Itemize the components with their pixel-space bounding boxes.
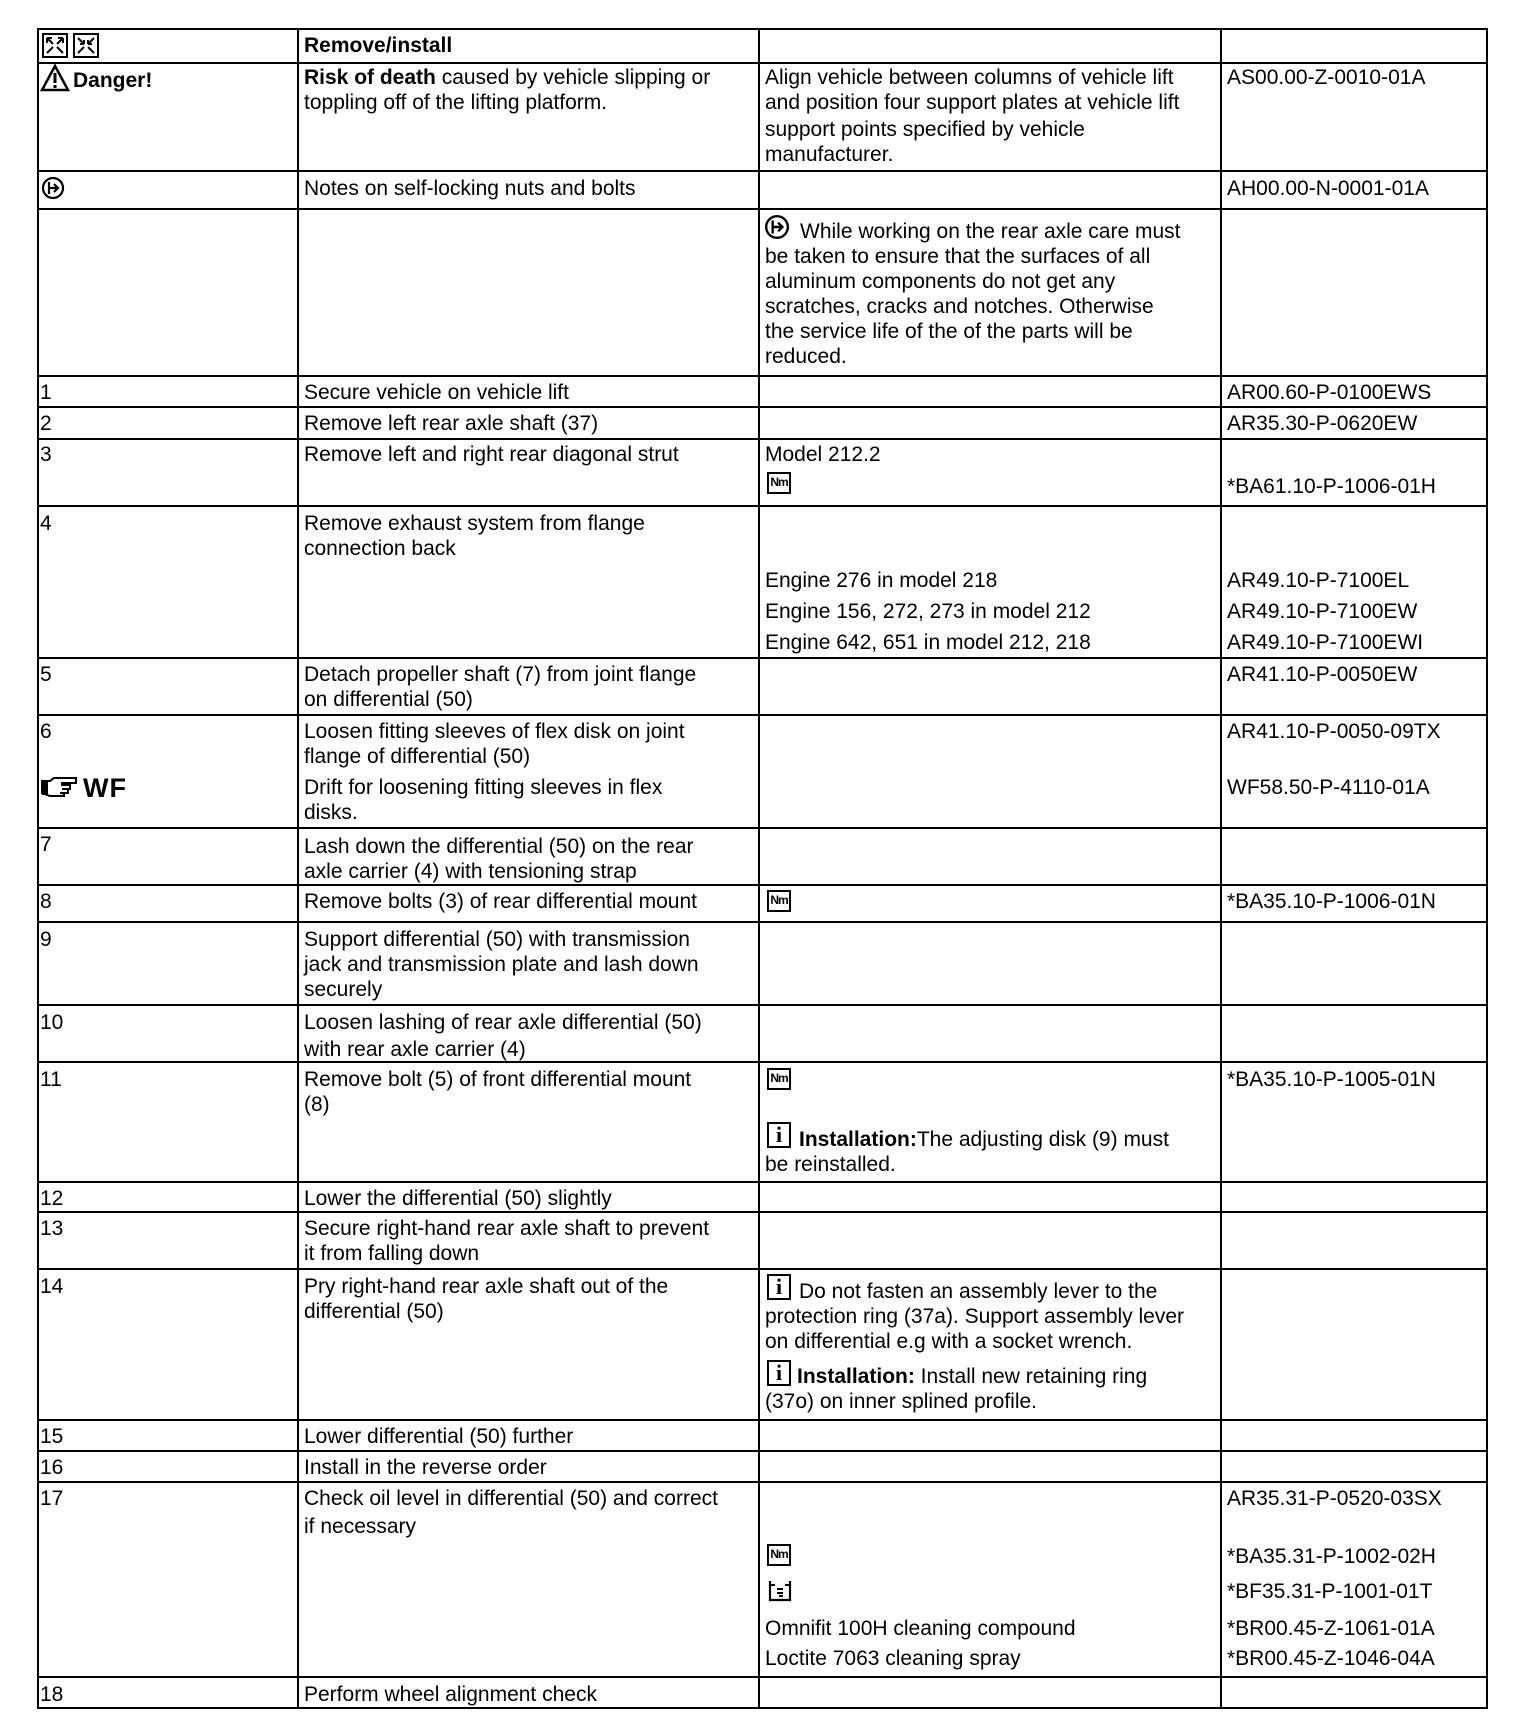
- step-number: 13: [40, 1217, 64, 1240]
- step-ref[interactable]: *BA35.10-P-1005-01N: [1227, 1068, 1436, 1091]
- lubricant-icon: [767, 1578, 793, 1604]
- installation-note-2: (37o) on inner splined profile.: [765, 1390, 1037, 1413]
- danger-label: Danger!: [73, 69, 153, 92]
- step-action: on differential (50): [304, 688, 473, 711]
- step-ref[interactable]: AR00.60-P-0100EWS: [1227, 381, 1432, 404]
- step-ref[interactable]: *BA61.10-P-1006-01H: [1227, 475, 1436, 498]
- step-number: 11: [40, 1068, 62, 1091]
- step-note: Engine 642, 651 in model 212, 218: [765, 631, 1091, 654]
- step-ref[interactable]: *BA35.31-P-1002-02H: [1227, 1545, 1436, 1568]
- step-note: Model 212.2: [765, 443, 881, 466]
- step-action: Lower the differential (50) slightly: [304, 1187, 612, 1210]
- step-number: 16: [40, 1456, 64, 1479]
- step-action: Check oil level in differential (50) and correct: [304, 1487, 718, 1510]
- info-icon: i: [767, 1122, 791, 1148]
- aluminum-note-4: scratches, cracks and notches. Otherwise: [765, 295, 1154, 318]
- step-number: 5: [40, 663, 52, 686]
- info-note-2: protection ring (37a). Support assembly lever: [765, 1305, 1185, 1328]
- info-icon: i: [767, 1360, 791, 1386]
- step-ref[interactable]: AR35.31-P-0520-03SX: [1227, 1487, 1442, 1510]
- step-number: 18: [40, 1683, 64, 1706]
- step-action: Install in the reverse order: [304, 1456, 547, 1479]
- torque-icon: Nm: [767, 1068, 791, 1090]
- tool-ref[interactable]: WF58.50-P-4110-01A: [1227, 776, 1430, 799]
- notes-self-locking: Notes on self-locking nuts and bolts: [304, 177, 636, 200]
- step-action: jack and transmission plate and lash down: [304, 953, 699, 976]
- step-note: Loctite 7063 cleaning spray: [765, 1647, 1021, 1670]
- step-number: 10: [40, 1011, 64, 1034]
- step-action: Lower differential (50) further: [304, 1425, 574, 1448]
- aluminum-note-5: the service life of the of the parts will be: [765, 320, 1133, 343]
- step-action: Lash down the differential (50) on the rear: [304, 835, 694, 858]
- step-action: with rear axle carrier (4): [304, 1038, 526, 1061]
- note-circle-icon: [41, 176, 65, 200]
- step-ref[interactable]: AR49.10-P-7100EWI: [1227, 631, 1424, 654]
- aluminum-note-3: aluminum components do not get any: [765, 270, 1116, 293]
- info-note-3: on differential e.g with a socket wrench.: [765, 1330, 1133, 1353]
- procedure-table: [37, 28, 1488, 1709]
- step-action: if necessary: [304, 1515, 417, 1538]
- installation-note: Installation:The adjusting disk (9) must: [799, 1128, 1169, 1151]
- step-note: Omnifit 100H cleaning compound: [765, 1617, 1076, 1640]
- step-action: Detach propeller shaft (7) from joint flange: [304, 663, 697, 686]
- step-action: Remove left and right rear diagonal strut: [304, 443, 679, 466]
- torque-icon: Nm: [767, 890, 791, 912]
- step-action: Remove bolt (5) of front differential mount: [304, 1068, 692, 1091]
- step-ref[interactable]: AR35.30-P-0620EW: [1227, 412, 1418, 435]
- step-note: Engine 276 in model 218: [765, 569, 998, 592]
- step-ref[interactable]: *BA35.10-P-1006-01N: [1227, 890, 1436, 913]
- step-number: 14: [40, 1275, 64, 1298]
- danger-note-1: Align vehicle between columns of vehicle lift: [765, 66, 1174, 89]
- danger-note-3: support points specified by vehicle: [765, 118, 1085, 141]
- step-action: Pry right-hand rear axle shaft out of the: [304, 1275, 669, 1298]
- note-circle-icon: [764, 214, 790, 240]
- info-note-1: Do not fasten an assembly lever to the: [799, 1280, 1158, 1303]
- step-ref[interactable]: *BF35.31-P-1001-01T: [1227, 1580, 1433, 1603]
- step-action: axle carrier (4) with tensioning strap: [304, 860, 637, 883]
- tool-label: WF: [83, 773, 127, 803]
- step-number: 17: [40, 1487, 64, 1510]
- step-action: Remove left rear axle shaft (37): [304, 412, 599, 435]
- step-action: Loosen lashing of rear axle differential (50): [304, 1011, 702, 1034]
- danger-risk-text: Risk of death caused by vehicle slipping or: [304, 66, 711, 89]
- step-action: Secure vehicle on vehicle lift: [304, 381, 569, 404]
- step-action: Remove exhaust system from flange: [304, 512, 645, 535]
- step-action: Remove bolts (3) of rear differential mount: [304, 890, 697, 913]
- step-number: 15: [40, 1425, 64, 1448]
- step-number: 4: [40, 512, 52, 535]
- warning-triangle-icon: [40, 64, 70, 92]
- torque-icon: Nm: [767, 472, 791, 494]
- step-ref[interactable]: AR49.10-P-7100EW: [1227, 600, 1418, 623]
- step-number: 7: [40, 833, 52, 856]
- diagram-icon: [42, 33, 100, 58]
- aluminum-note-6: reduced.: [765, 345, 847, 368]
- step-number: 3: [40, 443, 52, 466]
- aluminum-note-2: be taken to ensure that the surfaces of all: [765, 245, 1151, 268]
- step-number: 9: [40, 928, 52, 951]
- step-number: 2: [40, 412, 52, 435]
- step-action: Loosen fitting sleeves of flex disk on joint: [304, 720, 685, 743]
- step-action: it from falling down: [304, 1242, 480, 1265]
- installation-note: Installation: Install new retaining ring: [797, 1365, 1148, 1388]
- step-action: Secure right-hand rear axle shaft to prevent: [304, 1217, 710, 1240]
- danger-risk-text-2: toppling off of the lifting platform.: [304, 91, 608, 114]
- step-number: 12: [40, 1187, 64, 1210]
- tool-description: disks.: [304, 801, 358, 824]
- step-action: (8): [304, 1093, 330, 1116]
- step-action: flange of differential (50): [304, 745, 531, 768]
- pointing-hand-icon: [40, 775, 80, 799]
- info-icon: i: [767, 1274, 791, 1300]
- step-action: Support differential (50) with transmission: [304, 928, 690, 951]
- danger-note-4: manufacturer.: [765, 143, 894, 166]
- step-note: Engine 156, 272, 273 in model 212: [765, 600, 1091, 623]
- notes-ref[interactable]: AH00.00-N-0001-01A: [1227, 177, 1429, 200]
- aluminum-note-1: While working on the rear axle care must: [800, 220, 1181, 243]
- step-number: 8: [40, 890, 52, 913]
- step-action: connection back: [304, 537, 456, 560]
- tool-description: Drift for loosening fitting sleeves in flex: [304, 776, 663, 799]
- procedure-title: Remove/install: [304, 34, 453, 57]
- step-ref[interactable]: AR41.10-P-0050EW: [1227, 663, 1418, 686]
- step-action: differential (50): [304, 1300, 444, 1323]
- torque-icon: Nm: [767, 1544, 791, 1566]
- step-action: Perform wheel alignment check: [304, 1683, 597, 1706]
- installation-note-2: be reinstalled.: [765, 1153, 896, 1176]
- step-number: 6: [40, 720, 52, 743]
- step-ref[interactable]: AR41.10-P-0050-09TX: [1227, 720, 1441, 743]
- step-ref[interactable]: AR49.10-P-7100EL: [1227, 569, 1410, 592]
- step-ref[interactable]: *BR00.45-Z-1061-01A: [1227, 1617, 1435, 1640]
- danger-note-2: and position four support plates at vehicle lift: [765, 91, 1180, 114]
- danger-ref[interactable]: AS00.00-Z-0010-01A: [1227, 66, 1426, 89]
- step-ref[interactable]: *BR00.45-Z-1046-04A: [1227, 1647, 1435, 1670]
- step-number: 1: [40, 381, 52, 404]
- step-action: securely: [304, 978, 383, 1001]
